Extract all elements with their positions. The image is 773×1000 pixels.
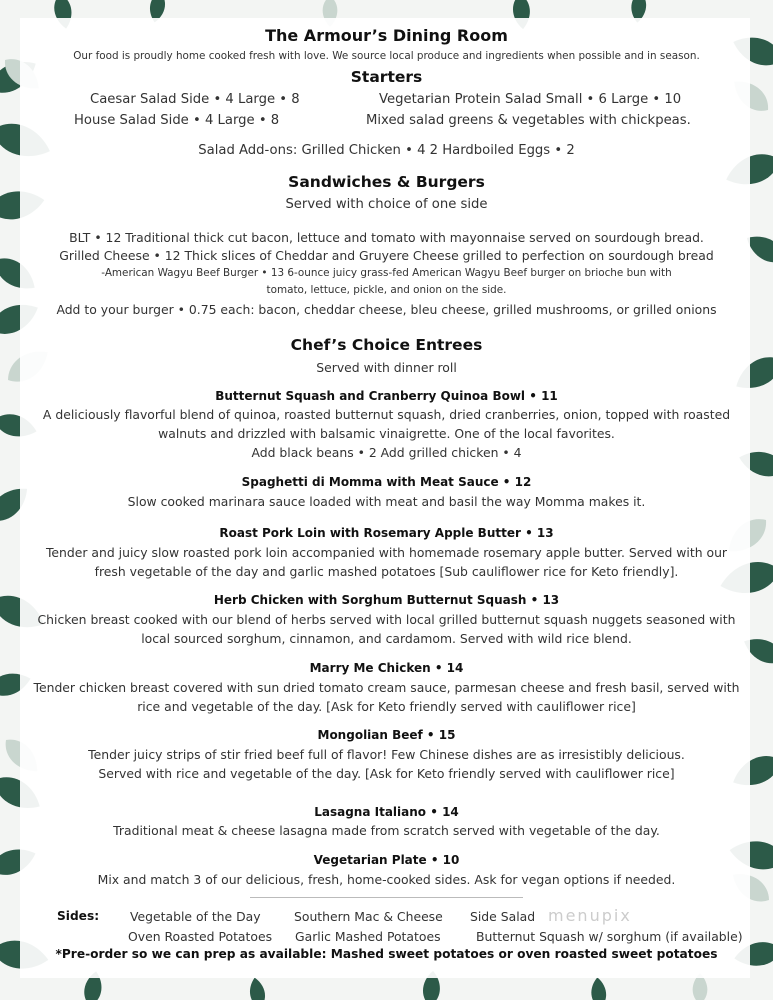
menu-title: The Armour’s Dining Room [265, 26, 508, 45]
side-vegetable-of-the-day: Vegetable of the Day [130, 909, 261, 924]
entree-quinoa-bowl-desc-2: walnuts and drizzled with balsamic vinaigrette. One of the local favorites. [158, 426, 615, 441]
blt-item: BLT • 12 Traditional thick cut bacon, lettuce and tomato with mayonnaise served on sourdough bread. [69, 230, 704, 245]
entree-marry-me-chicken-desc-2: rice and vegetable of the day. [Ask for Keto friendly served with cauliflower rice] [137, 699, 636, 714]
grilled-cheese-item: Grilled Cheese • 12 Thick slices of Cheddar and Gruyere Cheese grilled to perfection on sourdough bread [59, 248, 714, 263]
entree-vegetarian-plate-desc: Mix and match 3 of our delicious, fresh, home-cooked sides. Ask for vegan options if needed. [97, 872, 676, 887]
entree-lasagna-desc: Traditional meat & cheese lasagna made from scratch served with vegetable of the day. [113, 823, 660, 838]
sandwiches-heading: Sandwiches & Burgers [288, 173, 485, 191]
side-salad: Side Salad [470, 909, 536, 924]
entree-spaghetti-name: Spaghetti di Momma with Meat Sauce • 12 [241, 475, 532, 489]
side-oven-roasted-potatoes: Oven Roasted Potatoes [128, 929, 273, 944]
side-butternut-squash: Butternut Squash w/ sorghum (if available) [476, 929, 743, 944]
vegetarian-protein-salad: Vegetarian Protein Salad Small • 6 Large • 10 [379, 92, 682, 107]
entree-pork-loin-name: Roast Pork Loin with Rosemary Apple Butter • 13 [219, 526, 554, 540]
entree-mongolian-beef-name: Mongolian Beef • 15 [317, 728, 456, 742]
entree-vegetarian-plate-name: Vegetarian Plate • 10 [313, 853, 460, 867]
entrees-subheading: Served with dinner roll [316, 360, 457, 375]
entree-lasagna-name: Lasagna Italiano • 14 [314, 805, 459, 819]
salad-addons: Salad Add-ons: Grilled Chicken • 4 2 Hardboiled Eggs • 2 [198, 143, 575, 158]
entree-quinoa-bowl-name: Butternut Squash and Cranberry Quinoa Bowl • 11 [215, 389, 558, 403]
entree-pork-loin-desc-1: Tender and juicy slow roasted pork loin accompanied with homemade rosemary apple butter. Served with our [45, 545, 728, 560]
entree-quinoa-bowl-desc-1: A deliciously flavorful blend of quinoa, roasted butternut squash, dried cranberries, onion, topped with roasted [42, 407, 731, 422]
sides-divider [250, 897, 523, 898]
entree-herb-chicken-desc-1: Chicken breast cooked with our blend of herbs served with local grilled butternut squash nuggets seasoned with [37, 612, 736, 627]
entree-mongolian-beef-desc-2: Served with rice and vegetable of the day. [Ask for Keto friendly served with cauliflower rice] [98, 766, 675, 781]
side-garlic-mashed-potatoes: Garlic Mashed Potatoes [295, 929, 441, 944]
sandwiches-subheading: Served with choice of one side [285, 197, 488, 212]
entrees-heading: Chef’s Choice Entrees [290, 336, 483, 354]
entree-spaghetti-desc: Slow cooked marinara sauce loaded with meat and basil the way Momma makes it. [127, 494, 646, 509]
side-southern-mac-cheese: Southern Mac & Cheese [294, 909, 443, 924]
entree-herb-chicken-desc-2: local sourced sorghum, cinnamon, and cardamom. Served with wild rice blend. [141, 631, 632, 646]
entree-pork-loin-desc-2: fresh vegetable of the day and garlic mashed potatoes [Sub cauliflower rice for Keto friendly]. [94, 564, 679, 579]
entree-herb-chicken-name: Herb Chicken with Sorghum Butternut Squash • 13 [213, 593, 560, 607]
entree-quinoa-bowl-addons: Add black beans • 2 Add grilled chicken • 4 [251, 445, 522, 460]
burger-addon: Add to your burger • 0.75 each: bacon, cheddar cheese, bleu cheese, grilled mushrooms, or grilled onions [56, 302, 717, 317]
starters-heading: Starters [350, 68, 423, 86]
preorder-note: *Pre-order so we can prep as available: Mashed sweet potatoes or oven roasted sweet potatoes [55, 947, 718, 961]
wagyu-burger-toppings: tomato, lettuce, pickle, and onion on the side. [266, 284, 507, 296]
entree-marry-me-chicken-name: Marry Me Chicken • 14 [309, 661, 464, 675]
mixed-salad-description: Mixed salad greens & vegetables with chickpeas. [366, 113, 691, 128]
house-salad: House Salad Side • 4 Large • 8 [74, 113, 280, 128]
wagyu-burger-item: -American Wagyu Beef Burger • 13 6-ounce juicy grass-fed American Wagyu Beef burger on brioche bun with [101, 267, 672, 279]
caesar-salad: Caesar Salad Side • 4 Large • 8 [90, 92, 300, 107]
entree-marry-me-chicken-desc-1: Tender chicken breast covered with sun dried tomato cream sauce, parmesan cheese and fresh basil, served with [33, 680, 740, 695]
sides-label: Sides: [57, 909, 100, 923]
menupix-watermark: menupix [548, 906, 632, 925]
entree-mongolian-beef-desc-1: Tender juicy strips of stir fried beef full of flavor! Few Chinese dishes are as irresistibly delicious. [88, 747, 685, 762]
menu-tagline: Our food is proudly home cooked fresh with love. We source local produce and ingredients when possible and in season. [73, 50, 700, 62]
